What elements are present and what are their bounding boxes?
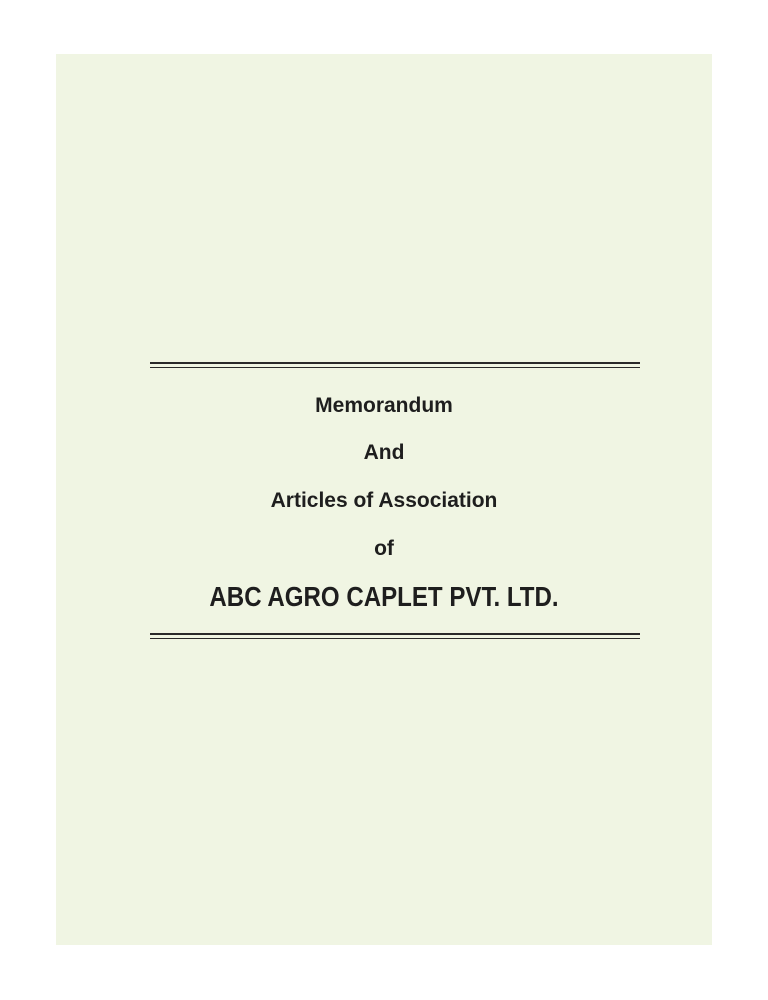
bottom-rule-thin-line (150, 638, 640, 639)
bottom-double-rule (150, 633, 640, 640)
bottom-rule-thick-line (150, 633, 640, 635)
top-rule-thin-line (150, 367, 640, 368)
cover-page (56, 54, 712, 945)
title-line-articles: Articles of Association (270, 489, 498, 512)
title-line-memorandum: Memorandum (315, 394, 453, 417)
title-line-of: of (374, 537, 394, 560)
top-double-rule (150, 362, 640, 369)
top-rule-thick-line (150, 362, 640, 364)
title-line-and: And (363, 441, 405, 464)
company-name: ABC AGRO CAPLET PVT. LTD. (209, 581, 559, 612)
